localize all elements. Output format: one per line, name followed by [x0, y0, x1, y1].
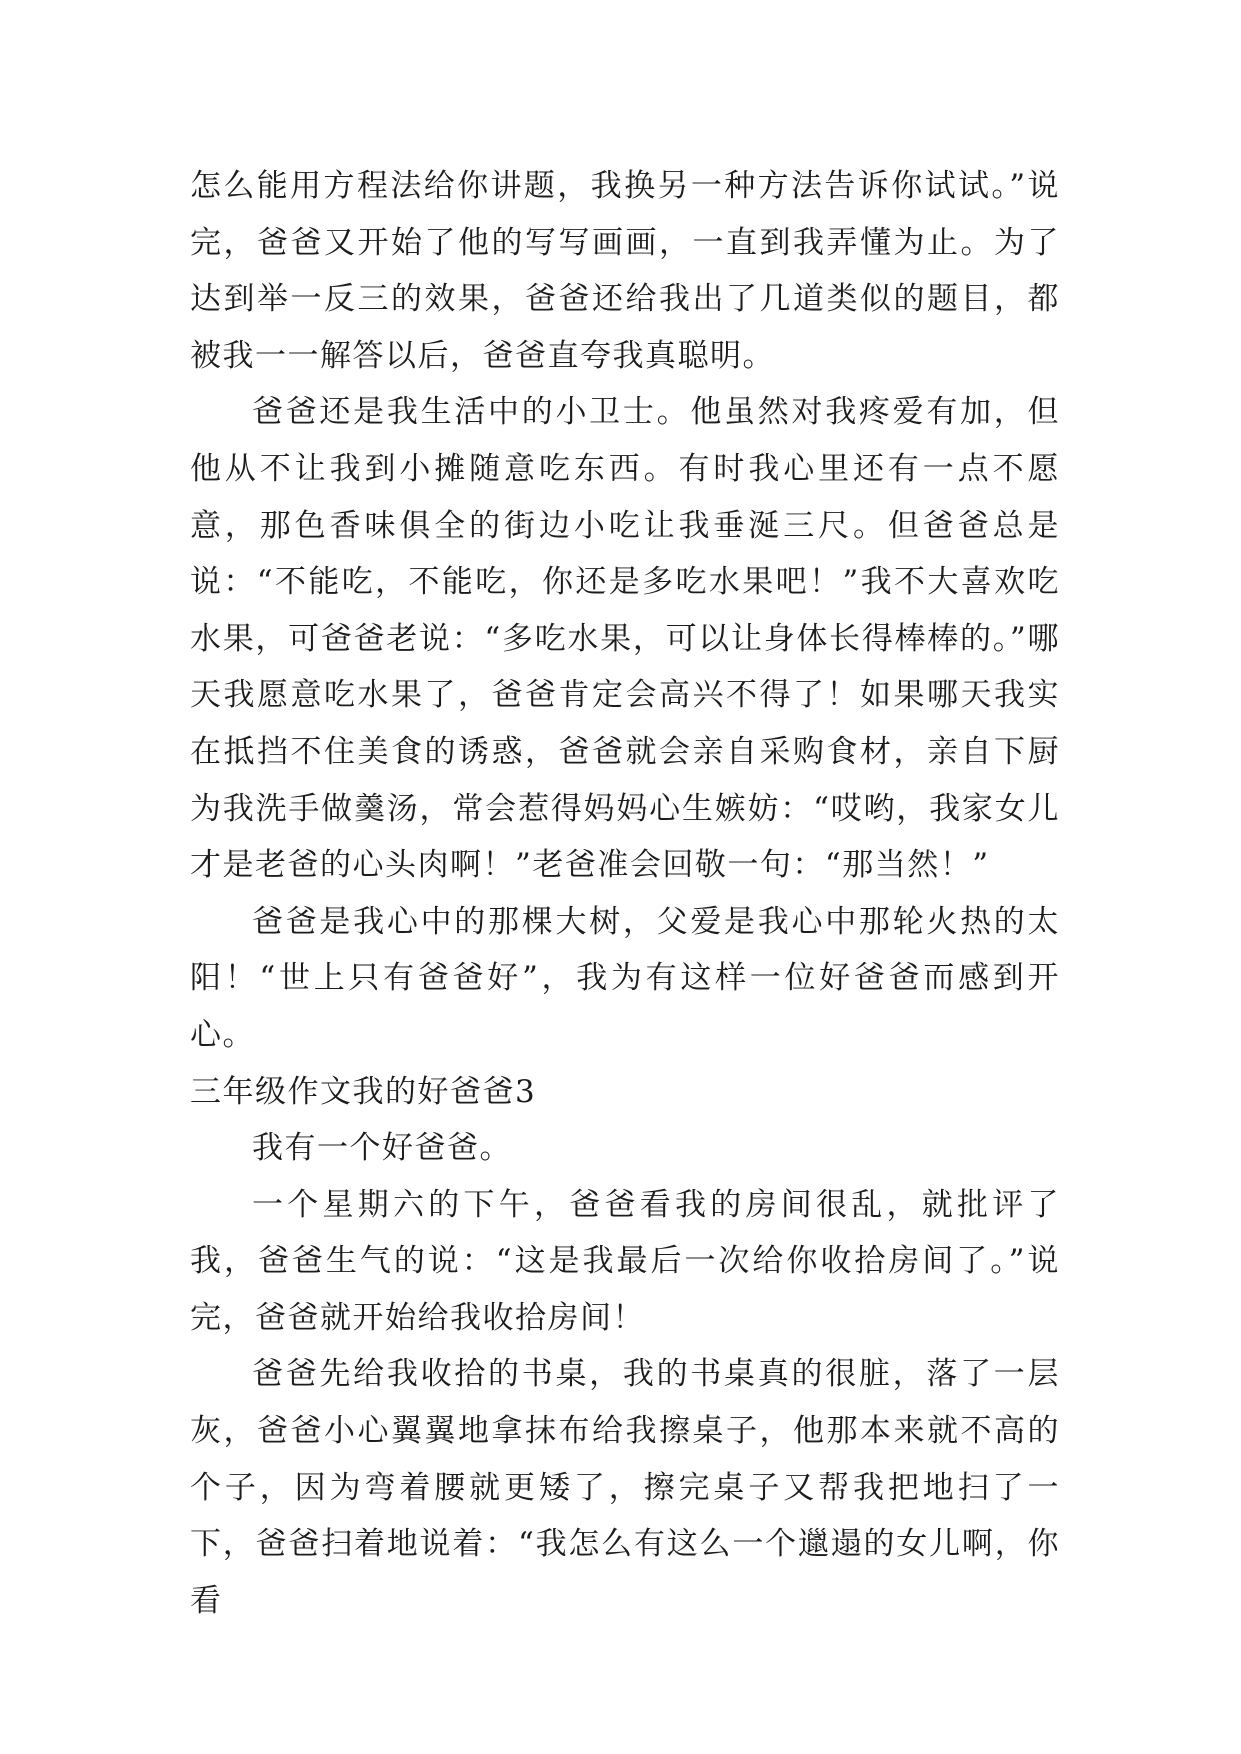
document-body	[190, 158, 1060, 1629]
paragraph-big-tree: 爸爸是我心中的那棵大树，父爱是我心中那轮火热的太阳！“世上只有爸爸好”，我为有这样一位好爸爸而感到开心。	[190, 903, 1060, 1053]
section-title: 三年级作文我的好爸爸3	[190, 1073, 537, 1110]
paragraph-little-guard: 爸爸还是我生活中的小卫士。他虽然对我疼爱有加，但他从不让我到小摊随意吃东西。有时我心里还有一点不愿意，那色香味俱全的街边小吃让我垂涎三尺。但爸爸总是说：“不能吃，不能吃，你还是多吃水果吧！”我不大喜欢吃水果，可爸爸老说：“多吃水果，可以让身体长得棒棒的。”哪天我愿意吃水果了，爸爸肯定会高兴不得了！如果哪天我实在抵挡不住美食的诱惑，爸爸就会亲自采购食材，亲自下厨为我洗手做羹汤，常会惹得妈妈心生嫉妨：“哎哟，我家女儿才是老爸的心头肉啊！”老爸准会回敬一句：“那当然！”	[190, 394, 1060, 884]
paragraph-continued: 怎么能用方程法给你讲题，我换另一种方法告诉你试试。”说完，爸爸又开始了他的写写画画，一直到我弄懂为止。为了达到举一反三的效果，爸爸还给我出了几道类似的题目，都被我一一解答以后，爸爸直夸我真聪明。	[190, 168, 1060, 374]
paragraph-intro: 我有一个好爸爸。	[252, 1130, 512, 1167]
paragraph-desk: 爸爸先给我收拾的书桌，我的书桌真的很脏，落了一层灰，爸爸小心翼翼地拿抹布给我擦桌子，他那本来就不高的个子，因为弯着腰就更矮了，擦完桌子又帮我把地扫了一下，爸爸扫着地说着：“我怎么有这么一个邋遢的女儿啊，你看	[190, 1356, 1060, 1619]
paragraph-saturday: 一个星期六的下午，爸爸看我的房间很乱，就批评了我，爸爸生气的说：“这是我最后一次给你收拾房间了。”说完，爸爸就开始给我收拾房间！	[190, 1186, 1060, 1336]
